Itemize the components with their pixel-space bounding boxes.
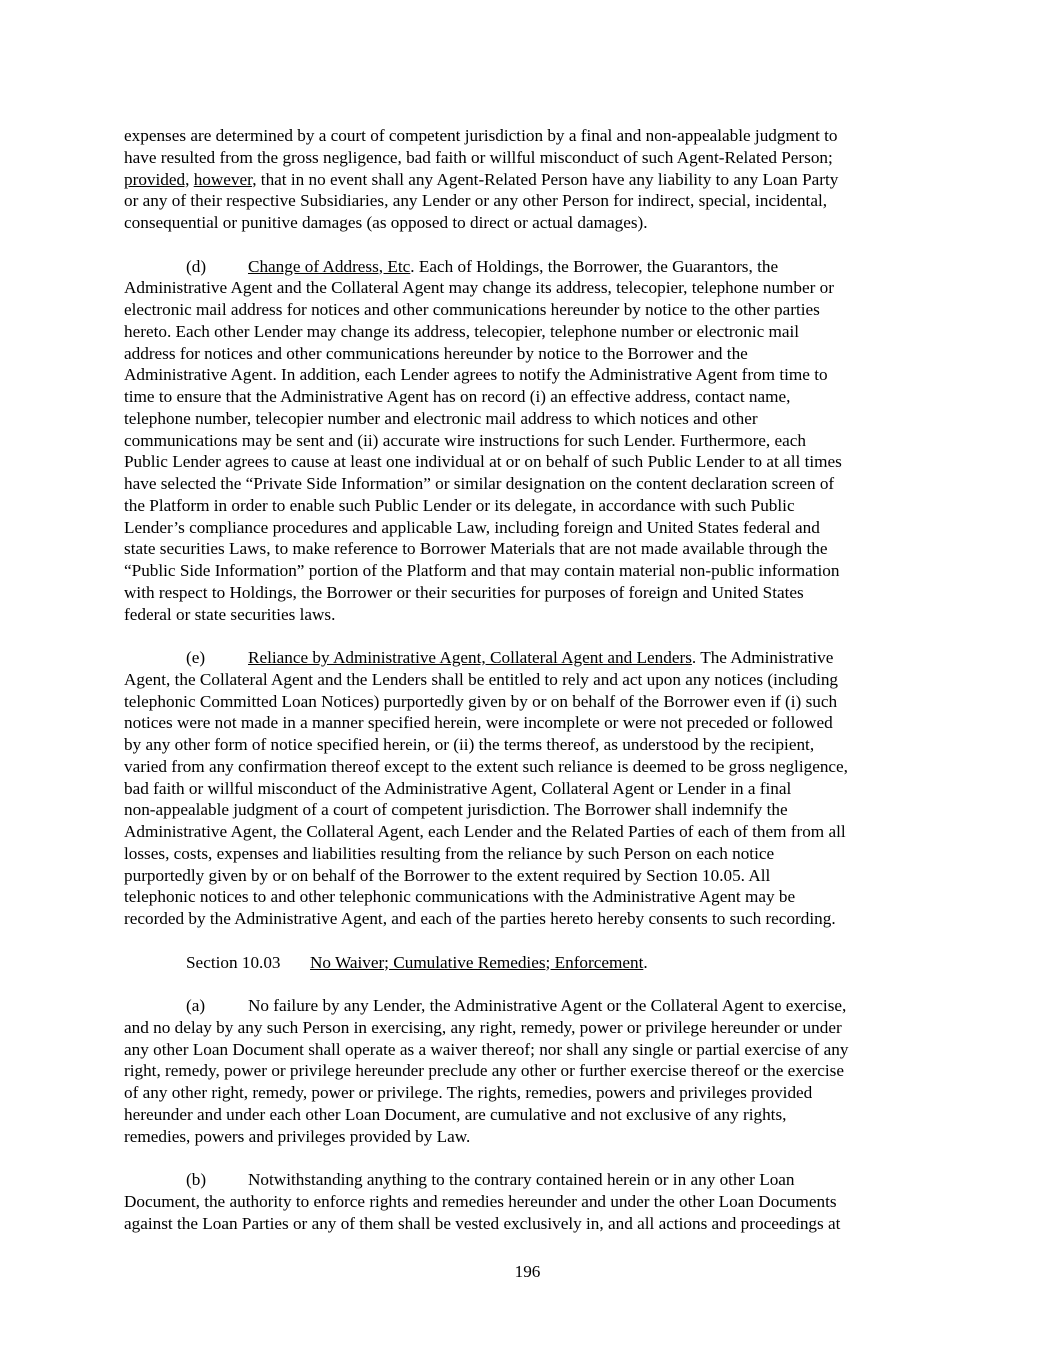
text-line: have selected the “Private Side Information” or similar designation on the content declaration screen of — [124, 474, 835, 493]
text-line: losses, costs, expenses and liabilities resulting from the reliance by such Person on each notice — [124, 843, 775, 863]
text-line: the Platform in order to enable such Public Lender or its delegate, in accordance with such Public — [124, 495, 795, 515]
text-line: hereunder and under each other Loan Document, are cumulative and not exclusive of any rights, — [124, 1104, 787, 1124]
section-period: . — [643, 952, 648, 972]
text-line: purportedly given by or on behalf of the Borrower to the extent required by Section 10.05. All — [124, 865, 771, 885]
clause-marker: (e) — [186, 648, 206, 667]
text-line: time to ensure that the Administrative Agent has on record (i) an effective address, contact name, — [124, 387, 791, 406]
section-heading — [124, 952, 934, 974]
clause-marker: (d) — [186, 256, 207, 276]
text-line: Administrative Agent and the Collateral Agent may change its address, telecopier, telephone number or — [124, 278, 834, 298]
text-line: have resulted from the gross negligence, bad faith or willful misconduct of such Agent-Related Person; — [124, 147, 833, 167]
text-line: hereto. Each other Lender may change its address, telecopier, telephone number or electronic mail — [124, 321, 800, 341]
clause-marker: (b) — [186, 1170, 207, 1189]
text-line: Agent, the Collateral Agent and the Lenders shall be entitled to rely and act upon any notices (including — [124, 669, 839, 689]
text-line: address for notices and other communications hereunder by notice to the Borrower and the — [124, 343, 748, 363]
page-number: 196 — [514, 1262, 541, 1281]
clause-b — [124, 1169, 934, 1234]
text-line: non-appealable judgment of a court of competent jurisdiction. The Borrower shall indemnify the — [124, 800, 788, 820]
text-line — [124, 952, 934, 974]
however-term: however, — [193, 169, 257, 189]
text-line: against the Loan Parties or any of them shall be vested exclusively in, and all actions and proceedings at — [124, 1213, 841, 1233]
text-line: telephone number, telecopier number and electronic mail address to which notices and other — [124, 408, 758, 428]
text-line: telephonic Committed Loan Notices) purportedly given by or on behalf of the Borrower even if (i) such — [124, 691, 838, 711]
provided-term: provided, — [124, 169, 190, 189]
text-line: telephonic notices to and other telephonic communications with the Administrative Agent may be — [124, 887, 796, 907]
text-fragment: . Each of Holdings, the Borrower, the Guarantors, the — [410, 256, 779, 276]
clause-heading: Change of Address, Etc — [248, 256, 411, 276]
text-line: varied from any confirmation thereof except to the extent such reliance is deemed to be gross negligence, — [124, 756, 848, 776]
section-number: Section 10.03 — [186, 952, 281, 972]
text-fragment: . The Administrative — [691, 648, 834, 667]
text-fragment: that in no event shall any Agent-Related Person have any liability to any Loan Party — [256, 169, 839, 189]
clause-a — [124, 995, 934, 1147]
clause-d — [124, 256, 934, 626]
text-line: and no delay by any such Person in exercising, any right, remedy, power or privilege hereunder or under — [124, 1017, 842, 1037]
paragraph-continuation — [124, 125, 934, 234]
text-line — [124, 256, 934, 278]
text-line — [124, 169, 934, 191]
text-line — [124, 1169, 934, 1191]
text-line: electronic mail address for notices and other communications hereunder by notice to the other parties — [124, 300, 820, 319]
text-line: Administrative Agent. In addition, each Lender agrees to notify the Administrative Agent from time to — [124, 365, 828, 385]
text-line: communications may be sent and (ii) accurate wire instructions for such Lender. Furthermore, each — [124, 430, 807, 450]
text-line: state securities Laws, to make reference to Borrower Materials that are not made available through the — [124, 539, 828, 559]
section-title: No Waiver; Cumulative Remedies; Enforcement — [310, 952, 644, 972]
text-line: of any other right, remedy, power or privilege. The rights, remedies, powers and privileges provided — [124, 1083, 813, 1102]
text-line: any other Loan Document shall operate as a waiver thereof; nor shall any single or partial exercise of any — [124, 1039, 849, 1059]
text-line — [124, 647, 934, 669]
clause-marker: (a) — [186, 996, 206, 1015]
text-line: right, remedy, power or privilege hereunder preclude any other or further exercise thereof or the exercise — [124, 1061, 844, 1081]
text-line: “Public Side Information” portion of the Platform and that may contain material non-public information — [124, 561, 840, 580]
text-line: or any of their respective Subsidiaries, any Lender or any other Person for indirect, special, incidental, — [124, 191, 828, 211]
text-fragment: Notwithstanding anything to the contrary contained herein or in any other Loan — [248, 1170, 795, 1189]
text-line: expenses are determined by a court of competent jurisdiction by a final and non-appealable judgment to — [124, 126, 838, 145]
text-line: with respect to Holdings, the Borrower or their securities for purposes of foreign and United States — [124, 582, 804, 602]
text-line: Lender’s compliance procedures and applicable Law, including foreign and United States federal and — [124, 517, 820, 537]
text-line — [124, 995, 934, 1017]
text-line: Public Lender agrees to cause at least one individual at or on behalf of such Public Lender to at all times — [124, 452, 842, 472]
text-fragment: No failure by any Lender, the Administrative Agent or the Collateral Agent to exercise, — [248, 996, 847, 1015]
text-line: consequential or punitive damages (as opposed to direct or actual damages). — [124, 213, 648, 232]
text-line: by any other form of notice specified herein, or (ii) the terms thereof, as understood by the recipient, — [124, 735, 815, 754]
text-line: Document, the authority to enforce rights and remedies hereunder and under the other Loan Documents — [124, 1191, 837, 1211]
text-line: notices were not made in a manner specified herein, were incomplete or were not preceded or followed — [124, 713, 833, 733]
text-line: remedies, powers and privileges provided by Law. — [124, 1126, 471, 1146]
clause-heading: Reliance by Administrative Agent, Collateral Agent and Lenders — [248, 648, 692, 667]
document-body — [124, 125, 934, 1234]
clause-e — [124, 647, 934, 930]
text-line: bad faith or willful misconduct of the Administrative Agent, Collateral Agent or Lender in a final — [124, 778, 792, 798]
text-line: recorded by the Administrative Agent, and each of the parties hereto hereby consents to such recording. — [124, 909, 836, 928]
text-line: Administrative Agent, the Collateral Agent, each Lender and the Related Parties of each of them from all — [124, 822, 846, 841]
text-line: federal or state securities laws. — [124, 604, 336, 624]
